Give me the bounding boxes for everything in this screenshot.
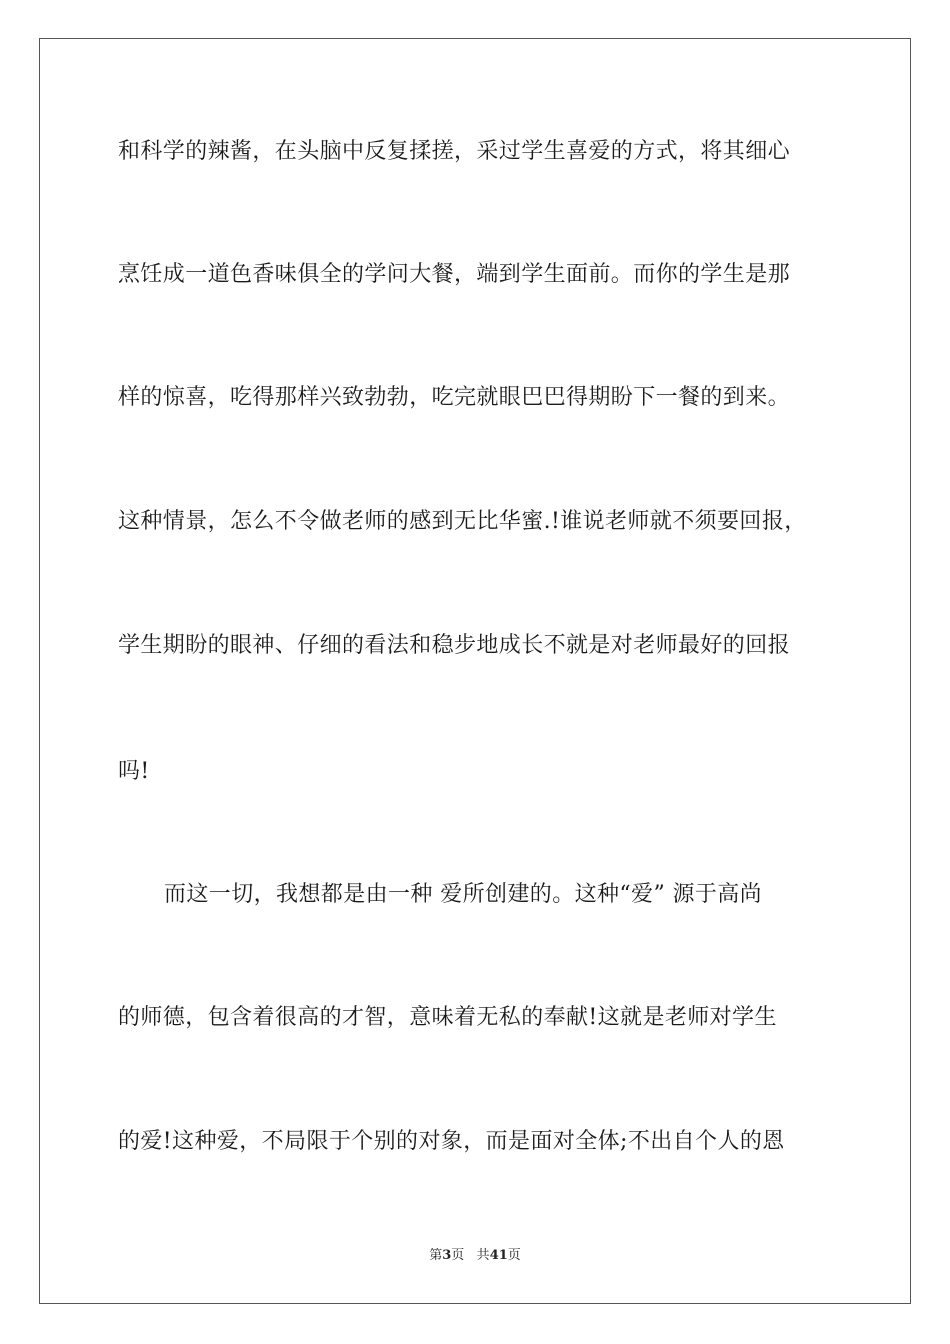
page-number: 3	[442, 1248, 452, 1263]
text-line-2: 烹饪成一道色香味俱全的学问大餐，端到学生面前。而你的学生是那	[118, 262, 791, 287]
page-footer	[0, 1247, 950, 1265]
total-prefix: 共	[476, 1248, 490, 1263]
text-line-7: 而这一切，我想都是由一种 爱所创建的。这种“爱” 源于高尚	[164, 882, 763, 907]
text-line-3: 样的惊喜，吃得那样兴致勃勃，吃完就眼巴巴得期盼下一餐的到来。	[118, 385, 791, 410]
total-suffix: 页	[507, 1248, 521, 1263]
text-line-6: 吗!	[118, 759, 150, 784]
total-pages: 41	[489, 1248, 508, 1263]
page-prefix: 第	[429, 1248, 443, 1263]
text-line-8: 的师德，包含着很高的才智，意味着无私的奉献!这就是老师对学生	[118, 1005, 777, 1030]
page-border	[39, 38, 911, 1304]
text-line-9: 的爱!这种爱，不局限于个别的对象，而是面对全体;不出自个人的恩	[118, 1129, 785, 1154]
text-line-5: 学生期盼的眼神、仔细的看法和稳步地成长不就是对老师最好的回报	[118, 633, 791, 658]
page-suffix: 页	[451, 1248, 465, 1263]
text-line-4: 这种情景，怎么不令做老师的感到无比华蜜.!谁说老师就不须要回报，	[118, 509, 807, 534]
text-line-1: 和科学的辣酱，在头脑中反复揉搓，采过学生喜爱的方式，将其细心	[118, 139, 791, 164]
